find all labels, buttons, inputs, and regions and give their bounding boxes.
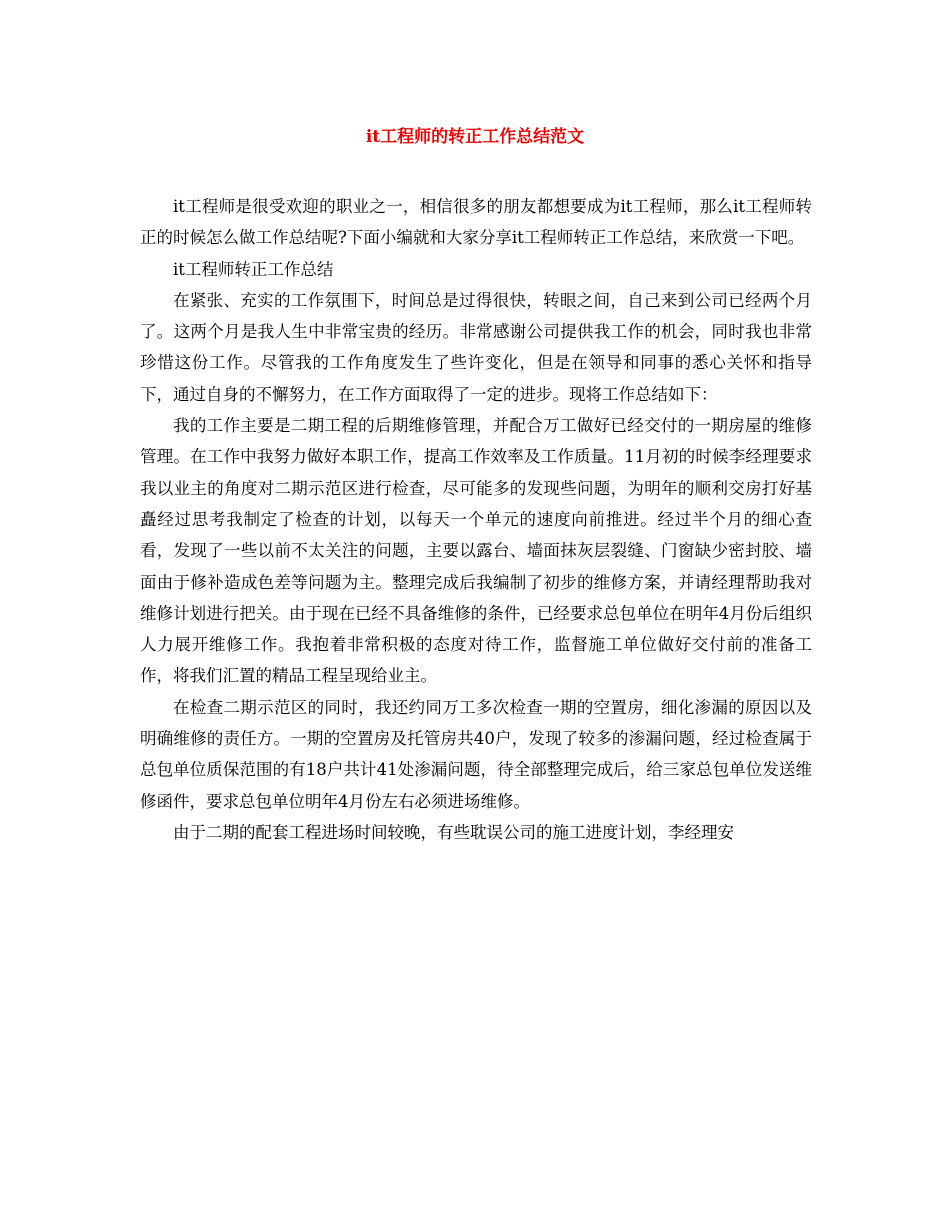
paragraph-phase-one-inspection: 在检查二期示范区的同时，我还约同万工多次检查一期的空置房，细化渗漏的原因以及明确维修的责任方。一期的空置房及托管房共40户，发现了较多的渗漏问题，经过检查属于总包单位质保范围的有18户共计41处渗漏问题，待全部整理完成后，给三家总包单位发送维修函件，要求总包单位明年4月份左右必须进场维修。 (140, 697, 812, 811)
paragraph-opening: 在紧张、充实的工作氛围下，时间总是过得很快，转眼之间，自己来到公司已经两个月了。这两个月是我人生中非常宝贵的经历。非常感谢公司提供我工作的机会，同时我也非常珍惜这份工作。尽管我的工作角度发生了些许变化，但是在领导和同事的悉心关怀和指导下，通过自身的不懈努力，在工作方面取得了一定的进步。现将工作总结如下： (140, 290, 812, 404)
document-body (140, 191, 812, 848)
document-title: it工程师的转正工作总结范文 (365, 127, 585, 147)
paragraph-subheading: it工程师转正工作总结 (173, 259, 334, 279)
paragraph-supporting-works: 由于二期的配套工程进场时间较晚，有些耽误公司的施工进度计划，李经理安 (173, 822, 734, 842)
paragraph-main-work: 我的工作主要是二期工程的后期维修管理，并配合万工做好已经交付的一期房屋的维修管理。在工作中我努力做好本职工作，提高工作效率及工作质量。11月初的时候李经理要求我以业主的角度对二期示范区进行检查，尽可能多的发现些问题，为明年的顺利交房打好基矗经过思考我制定了检查的计划，以每天一个单元的速度向前推进。经过半个月的细心查看，发现了一些以前不太关注的问题，主要以露台、墙面抹灰层裂缝、门窗缺少密封胶、墙面由于修补造成色差等问题为主。整理完成后我编制了初步的维修方案，并请经理帮助我对维修计划进行把关。由于现在已经不具备维修的条件，已经要求总包单位在明年4月份后组织人力展开维修工作。我抱着非常积极的态度对待工作，监督施工单位做好交付前的准备工作，将我们汇置的精品工程呈现给业主。 (140, 416, 812, 686)
paragraph-intro: it工程师是很受欢迎的职业之一，相信很多的朋友都想要成为it工程师，那么it工程师转正的时候怎么做工作总结呢?下面小编就和大家分享it工程师转正工作总结，来欣赏一下吧。 (140, 197, 812, 248)
